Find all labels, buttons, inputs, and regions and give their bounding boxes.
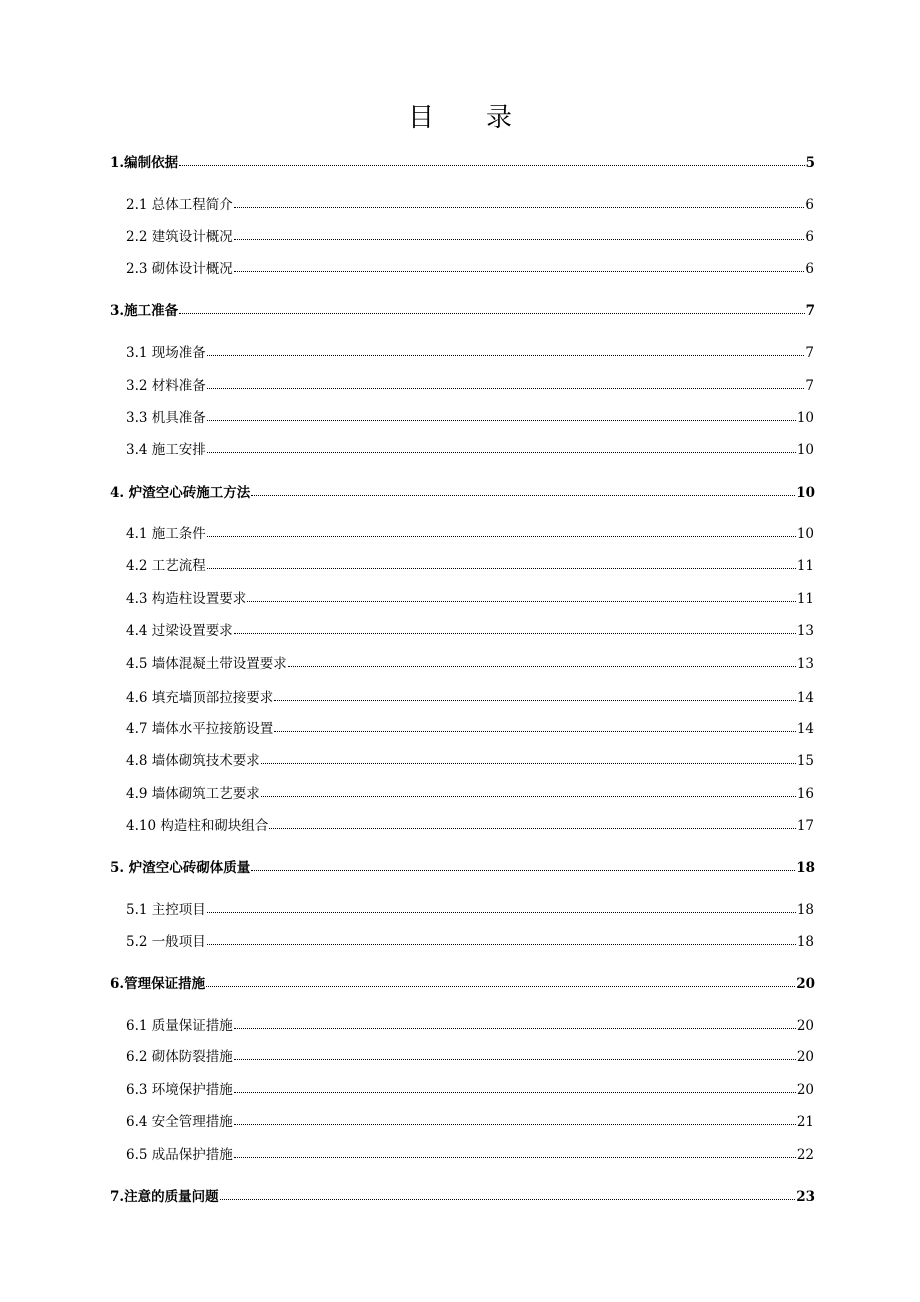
toc-dot-leader [234,1145,796,1159]
toc-entry-label: 5.1 主控项目 [126,902,206,918]
toc-entry-label: 1.编制依据 [110,155,179,171]
toc-entry-label: 3.1 现场准备 [126,345,206,361]
toc-entry-page-number: 13 [796,623,814,639]
toc-section-entry[interactable] [126,654,814,674]
toc-entry-page-number: 10 [796,526,814,542]
toc-chapter-entry[interactable] [110,153,815,173]
toc-section-entry[interactable] [126,195,814,215]
toc-section-entry[interactable] [126,259,814,279]
toc-dot-leader [206,974,795,988]
toc-chapter-entry[interactable] [110,1187,815,1207]
toc-entry-page-number: 18 [796,934,814,950]
toc-entry-page-number: 15 [796,753,814,769]
toc-entry-page-number: 14 [796,721,814,737]
toc-entry-label: 2.3 砌体设计概况 [126,261,233,277]
toc-dot-leader [261,751,796,765]
toc-dot-leader [234,621,796,635]
toc-section-entry[interactable] [126,227,814,247]
toc-entry-label: 4.10 构造柱和砌块组合 [126,818,269,834]
toc-entry-label: 4.7 墙体水平拉接筋设置 [126,721,274,737]
toc-entry-page-number: 20 [796,1082,814,1098]
toc-chapter-entry[interactable] [110,974,815,994]
toc-chapter-entry[interactable] [110,483,815,503]
toc-dot-leader [207,932,796,946]
toc-section-entry[interactable] [126,1080,814,1100]
toc-entry-label: 5. 炉渣空心砖砌体质量 [110,860,251,876]
toc-entry-label: 4. 炉渣空心砖施工方法 [110,485,251,501]
toc-chapter-entry[interactable] [110,858,815,878]
toc-entry-page-number: 16 [796,786,814,802]
toc-entry-label: 3.施工准备 [110,303,179,319]
toc-section-entry[interactable] [126,1016,814,1036]
toc-dot-leader [207,556,796,570]
toc-entry-label: 4.3 构造柱设置要求 [126,591,247,607]
toc-dot-leader [274,719,796,733]
toc-entry-label: 3.2 材料准备 [126,378,206,394]
toc-entry-page-number: 7 [805,378,814,394]
toc-entry-page-number: 10 [796,410,814,426]
toc-entry-label: 6.5 成品保护措施 [126,1147,233,1163]
toc-dot-leader [179,153,805,167]
toc-entry-label: 7.注意的质量问题 [110,1189,219,1205]
toc-section-entry[interactable] [126,524,814,544]
toc-dot-leader [261,784,796,798]
toc-entry-label: 4.6 填充墙顶部拉接要求 [126,690,274,706]
toc-section-entry[interactable] [126,1047,814,1067]
toc-dot-leader [207,408,796,422]
toc-entry-page-number: 5 [805,155,815,171]
toc-entry-label: 5.2 一般项目 [126,934,206,950]
toc-entry-page-number: 14 [796,690,814,706]
toc-dot-leader [234,1112,796,1126]
toc-dot-leader [251,858,795,872]
page-title-left-char: 目 [407,103,434,133]
toc-entry-page-number: 18 [796,860,815,876]
toc-section-entry[interactable] [126,816,814,836]
toc-entry-page-number: 6 [805,261,814,277]
toc-dot-leader [207,900,796,914]
toc-entry-label: 6.4 安全管理措施 [126,1114,233,1130]
toc-entry-page-number: 10 [796,485,815,501]
toc-dot-leader [207,343,805,357]
toc-section-entry[interactable] [126,343,814,363]
toc-entry-label: 6.1 质量保证措施 [126,1018,233,1034]
toc-entry-label: 6.2 砌体防裂措施 [126,1049,233,1065]
toc-entry-page-number: 10 [796,442,814,458]
toc-entry-page-number: 6 [805,197,814,213]
toc-dot-leader [234,1080,796,1094]
toc-dot-leader [274,688,796,702]
toc-section-entry[interactable] [126,719,814,739]
toc-entry-label: 4.4 过梁设置要求 [126,623,233,639]
toc-entry-page-number: 7 [805,303,815,319]
toc-section-entry[interactable] [126,688,814,708]
toc-section-entry[interactable] [126,376,814,396]
toc-section-entry[interactable] [126,900,814,920]
toc-entry-page-number: 20 [796,976,815,992]
toc-entry-label: 2.2 建筑设计概况 [126,229,233,245]
toc-entry-page-number: 20 [796,1018,814,1034]
toc-chapter-entry[interactable] [110,301,815,321]
toc-dot-leader [251,483,795,497]
toc-dot-leader [234,259,805,273]
toc-entry-label: 6.3 环境保护措施 [126,1082,233,1098]
toc-entry-page-number: 22 [796,1147,814,1163]
toc-entry-page-number: 13 [796,656,814,672]
toc-entry-label: 2.1 总体工程简介 [126,197,233,213]
toc-section-entry[interactable] [126,751,814,771]
toc-section-entry[interactable] [126,408,814,428]
toc-dot-leader [220,1187,796,1201]
toc-section-entry[interactable] [126,784,814,804]
toc-section-entry[interactable] [126,1112,814,1132]
toc-entry-page-number: 17 [796,818,814,834]
toc-entry-label: 4.5 墙体混凝土带设置要求 [126,656,287,672]
toc-dot-leader [288,654,796,668]
toc-section-entry[interactable] [126,556,814,576]
toc-entry-page-number: 21 [796,1114,814,1130]
toc-section-entry[interactable] [126,932,814,952]
toc-dot-leader [207,376,805,390]
toc-section-entry[interactable] [126,1145,814,1165]
toc-entry-page-number: 23 [796,1189,815,1205]
toc-dot-leader [234,227,805,241]
toc-entry-page-number: 20 [796,1049,814,1065]
toc-dot-leader [207,524,796,538]
toc-entry-label: 6.管理保证措施 [110,976,206,992]
toc-dot-leader [234,1016,796,1030]
toc-dot-leader [179,301,805,315]
toc-entry-label: 4.8 墙体砌筑技术要求 [126,753,260,769]
page-title-right-char: 录 [486,103,513,133]
toc-entry-page-number: 11 [796,591,814,607]
toc-entry-label: 3.3 机具准备 [126,410,206,426]
toc-entry-label: 4.9 墙体砌筑工艺要求 [126,786,260,802]
toc-entry-page-number: 18 [796,902,814,918]
toc-dot-leader [269,816,795,830]
toc-entry-page-number: 11 [796,558,814,574]
toc-dot-leader [207,440,796,454]
toc-dot-leader [234,195,805,209]
toc-entry-label: 3.4 施工安排 [126,442,206,458]
toc-entry-label: 4.1 施工条件 [126,526,206,542]
toc-entry-page-number: 7 [805,345,814,361]
toc-section-entry[interactable] [126,621,814,641]
toc-dot-leader [247,589,796,603]
toc-entry-page-number: 6 [805,229,814,245]
toc-section-entry[interactable] [126,589,814,609]
toc-section-entry[interactable] [126,440,814,460]
toc-entry-label: 4.2 工艺流程 [126,558,206,574]
toc-dot-leader [234,1047,796,1061]
